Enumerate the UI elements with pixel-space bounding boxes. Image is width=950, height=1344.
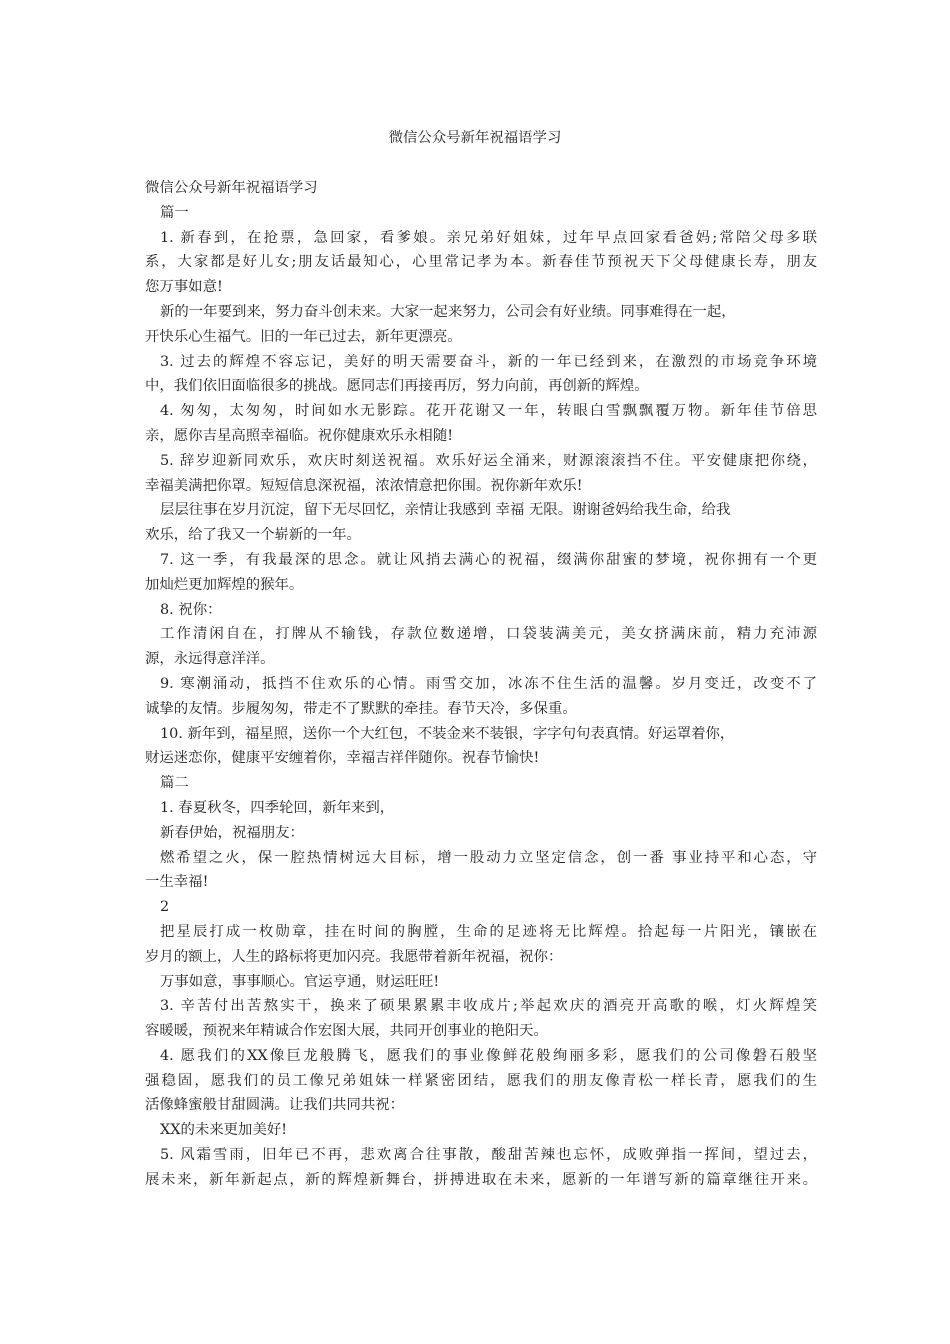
text-line: 新的一年要到来，努力奋斗创未来。大家一起来努力，公司会有好业绩。同事难得在一起，: [160, 303, 736, 320]
text-line: 一生幸福!: [145, 874, 209, 891]
text-line: 万事如意，事事顺心。官运亨通，财运旺旺!: [160, 973, 440, 990]
text-line: 您万事如意!: [145, 279, 223, 296]
text-line: 展未来，新年新起点，新的辉煌新舞台，拼搏进取在未来，愿新的一年谱写新的篇章继往开来。: [145, 1171, 817, 1188]
text-line: 岁月的额上，人生的路标将更加闪亮。我愿带着新年祝福，祝你：: [145, 948, 563, 965]
text-line: 5. 风霜雪雨，旧年已不再，悲欢离合往事散，酸甜苦辣也忘怀，成败弹指一挥间，望过去，: [160, 1147, 817, 1164]
text-line: 5. 辞岁迎新同欢乐，欢庆时刻送祝福。欢乐好运全涌来，财源滚滚挡不住。平安健康把你绕，: [160, 452, 817, 469]
text-line: 把星辰打成一枚勋章，挂在时间的胸膛，生命的足迹将无比辉煌。拾起每一片阳光，镶嵌在: [160, 923, 817, 940]
text-line: 源，永远得意洋洋。: [145, 651, 275, 668]
text-line: 新春伊始，祝福朋友：: [160, 824, 304, 841]
text-line: 篇二: [160, 775, 189, 792]
text-line: 系，大家都是好儿女;朋友话最知心，心里常记孝为本。新春佳节预祝天下父母健康长寿，朋友: [145, 254, 817, 271]
text-line: 微信公众号新年祝福语学习: [145, 180, 318, 196]
text-line: XX的未来更加美好!: [160, 1122, 288, 1139]
text-line: 亲，愿你吉星高照幸福临。祝你健康欢乐永相随!: [145, 427, 453, 444]
text-line: 3. 辛苦付出苦熬实干，换来了硕果累累丰收成片;举起欢庆的酒亮开高歌的喉，灯火辉煌笑: [160, 998, 817, 1015]
text-line: 中，我们依旧面临很多的挑战。愿同志们再接再厉，努力向前，再创新的辉煌。: [145, 378, 649, 395]
text-line: 8. 祝你：: [160, 601, 222, 618]
text-line: 10. 新年到，福星照，送你一个大红包，不装金来不装银，字字句句表真情。好运罩着你，: [160, 725, 735, 742]
text-line: 开快乐心生福气。旧的一年已过去，新年更漂亮。: [145, 328, 462, 345]
text-line: 加灿烂更加辉煌的猴年。: [145, 576, 304, 593]
text-line: 幸福美满把你罩。短短信息深祝福，浓浓情意把你围。祝你新年欢乐!: [145, 477, 583, 494]
text-line: 4. 匆匆，太匆匆，时间如水无影踪。花开花谢又一年，转眼白雪飘飘覆万物。新年佳节倍思: [160, 403, 817, 420]
text-line: 容暖暖，预祝来年精诚合作宏图大展，共同开创事业的艳阳天。: [145, 1023, 548, 1040]
text-line: 强稳固，愿我们的员工像兄弟姐妹一样紧密团结，愿我们的朋友像青松一样长青，愿我们的生: [145, 1072, 817, 1089]
text-line: 2: [160, 899, 170, 916]
text-line: 诚挚的友情。步履匆匆，带走不了默默的牵挂。春节天冷，多保重。: [145, 700, 577, 717]
text-line: 层层往事在岁月沉淀，留下无尽回忆，亲情让我感到 幸福 无限。谢谢爸妈给我生命，给我: [160, 502, 731, 519]
text-line: 4. 愿我们的XX像巨龙般腾飞，愿我们的事业像鲜花般绚丽多彩，愿我们的公司像磐石般坚: [160, 1047, 817, 1064]
document-body: [145, 176, 817, 1193]
text-line: 工作清闲自在，打牌从不输钱，存款位数递增，口袋装满美元，美女挤满床前，精力充沛源: [160, 626, 817, 643]
document-title: 微信公众号新年祝福语学习: [388, 130, 562, 146]
text-line: 篇一: [160, 204, 189, 221]
text-line: 欢乐，给了我又一个崭新的一年。: [145, 527, 361, 544]
text-line: 7. 这一季，有我最深的思念。就让风捎去满心的祝福，缀满你甜蜜的梦境，祝你拥有一个更: [160, 551, 817, 568]
text-line: 活像蜂蜜般甘甜圆满。让我们共同共祝：: [145, 1097, 405, 1114]
text-line: 9. 寒潮涌动，抵挡不住欢乐的心情。雨雪交加，冰冻不住生活的温馨。岁月变迁，改变不了: [160, 675, 817, 692]
text-line: 1. 新春到，在抢票，急回家，看爹娘。亲兄弟好姐妹，过年早点回家看爸妈;常陪父母多联: [160, 229, 817, 246]
text-line: 1. 春夏秋冬，四季轮回，新年来到，: [160, 799, 395, 816]
text-line: 燃希望之火，保一腔热情树远大目标，增一股动力立坚定信念，创一番 事业持平和心态，守: [160, 849, 817, 866]
text-line: 财运迷恋你，健康平安缠着你，幸福吉祥伴随你。祝春节愉快!: [145, 750, 540, 767]
text-line: 3. 过去的辉煌不容忘记，美好的明天需要奋斗，新的一年已经到来，在激烈的市场竞争环境: [160, 353, 817, 370]
